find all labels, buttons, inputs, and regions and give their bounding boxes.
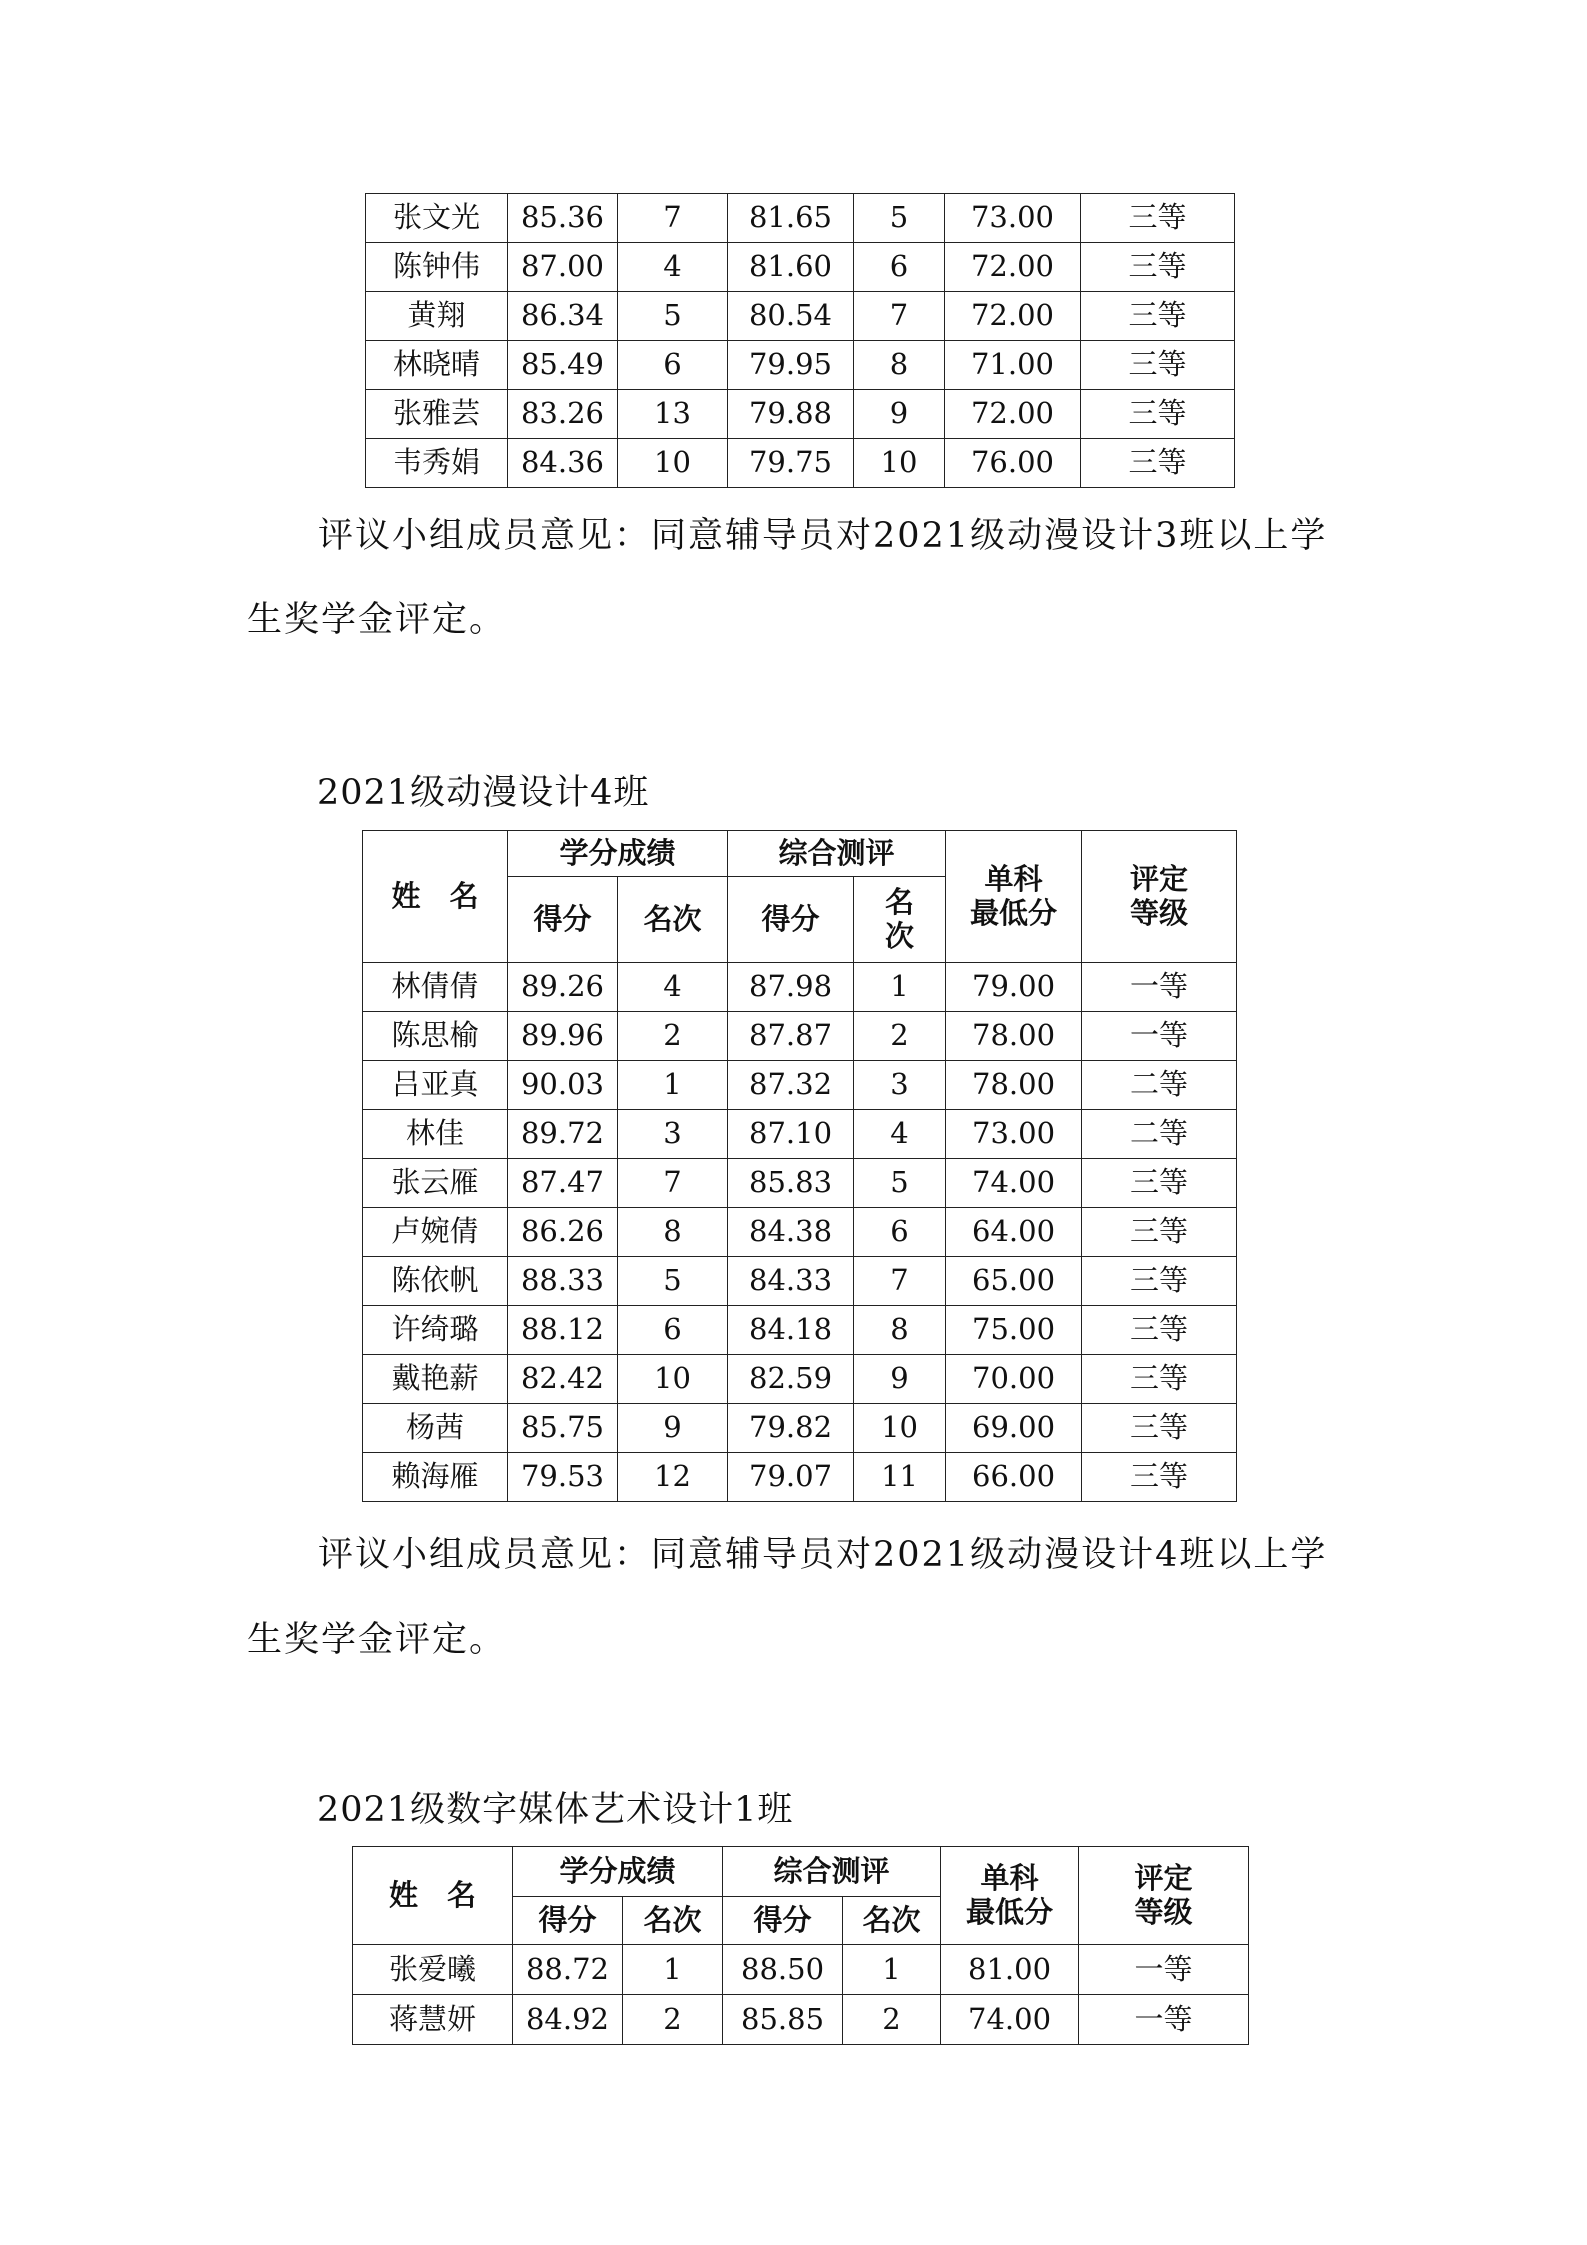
min-score-cell: 74.00: [941, 1995, 1079, 2045]
credit-rank-cell: 13: [618, 390, 728, 439]
eval-score-cell: 87.32: [728, 1061, 854, 1110]
credit-rank-cell: 2: [623, 1995, 723, 2045]
award-level-cell: 一等: [1079, 1995, 1249, 2045]
min-score-cell: 81.00: [941, 1945, 1079, 1995]
table-row: [353, 1945, 1249, 1995]
eval-rank-cell: 11: [854, 1453, 946, 1502]
award-level-cell: 三等: [1082, 1404, 1237, 1453]
award-level-cell: 三等: [1081, 194, 1235, 243]
eval-score-cell: 79.88: [728, 390, 854, 439]
dma-caption: 2021级数字媒体艺术设计1班: [317, 1790, 794, 1830]
header-credit-group: 学分成绩: [508, 831, 728, 877]
score-table-dma1: [352, 1846, 1249, 2045]
eval-score-cell: 85.85: [723, 1995, 843, 2045]
score-table-dma1-body: [353, 1945, 1249, 2045]
table-row: [366, 390, 1235, 439]
table-row: [353, 1995, 1249, 2045]
min-score-cell: 76.00: [945, 439, 1081, 488]
score-table-class4: [362, 830, 1237, 1502]
credit-rank-cell: 7: [618, 194, 728, 243]
min-score-cell: 72.00: [945, 292, 1081, 341]
opinion-class4-line2: 生奖学金评定。: [247, 1620, 507, 1660]
eval-rank-cell: 10: [854, 1404, 946, 1453]
student-name-cell: 陈思榆: [363, 1012, 508, 1061]
table-row: [363, 1404, 1237, 1453]
table-row: [366, 341, 1235, 390]
eval-score-cell: 85.83: [728, 1159, 854, 1208]
student-name-cell: 陈钟伟: [366, 243, 508, 292]
student-name-cell: 张云雁: [363, 1159, 508, 1208]
student-name-cell: 张爱曦: [353, 1945, 513, 1995]
table-row: [366, 439, 1235, 488]
credit-score-cell: 84.92: [513, 1995, 623, 2045]
student-name-cell: 许绮璐: [363, 1306, 508, 1355]
eval-rank-cell: 2: [854, 1012, 946, 1061]
credit-rank-cell: 6: [618, 341, 728, 390]
header-eval-group: 综合测评: [728, 831, 946, 877]
credit-score-cell: 89.96: [508, 1012, 618, 1061]
eval-score-cell: 79.75: [728, 439, 854, 488]
table-row: [363, 1306, 1237, 1355]
student-name-cell: 陈依帆: [363, 1257, 508, 1306]
min-score-cell: 74.00: [946, 1159, 1082, 1208]
credit-rank-cell: 6: [618, 1306, 728, 1355]
opinion-class3-line2: 生奖学金评定。: [247, 600, 507, 640]
eval-score-cell: 84.18: [728, 1306, 854, 1355]
student-name-cell: 张雅芸: [366, 390, 508, 439]
credit-score-cell: 83.26: [508, 390, 618, 439]
dma-header-rank: 名次: [623, 1897, 723, 1945]
credit-score-cell: 84.36: [508, 439, 618, 488]
min-score-cell: 72.00: [945, 390, 1081, 439]
eval-rank-cell: 8: [854, 341, 945, 390]
min-score-cell: 69.00: [946, 1404, 1082, 1453]
opinion-class4-line1: 评议小组成员意见：同意辅导员对2021级动漫设计4班以上学: [318, 1535, 1328, 1575]
credit-score-cell: 85.75: [508, 1404, 618, 1453]
eval-rank-cell: 7: [854, 1257, 946, 1306]
dma-header-eval-group: 综合测评: [723, 1847, 941, 1897]
student-name-cell: 黄翔: [366, 292, 508, 341]
header-min-score: 单科 最低分: [946, 831, 1082, 963]
eval-score-cell: 84.38: [728, 1208, 854, 1257]
eval-rank-cell: 9: [854, 390, 945, 439]
eval-rank-cell: 2: [843, 1995, 941, 2045]
credit-rank-cell: 7: [618, 1159, 728, 1208]
credit-rank-cell: 1: [623, 1945, 723, 1995]
credit-score-cell: 82.42: [508, 1355, 618, 1404]
award-level-cell: 三等: [1081, 341, 1235, 390]
header-rank: 名次: [618, 877, 728, 963]
eval-rank-cell: 6: [854, 1208, 946, 1257]
min-score-cell: 79.00: [946, 963, 1082, 1012]
header-level: 评定 等级: [1082, 831, 1237, 963]
credit-score-cell: 87.47: [508, 1159, 618, 1208]
award-level-cell: 三等: [1082, 1453, 1237, 1502]
eval-rank-cell: 1: [843, 1945, 941, 1995]
eval-rank-cell: 6: [854, 243, 945, 292]
eval-rank-cell: 9: [854, 1355, 946, 1404]
header-score: 得分: [508, 877, 618, 963]
dma-header-level: 评定 等级: [1079, 1847, 1249, 1945]
table-row: [363, 1110, 1237, 1159]
award-level-cell: 三等: [1082, 1257, 1237, 1306]
eval-score-cell: 87.10: [728, 1110, 854, 1159]
credit-rank-cell: 12: [618, 1453, 728, 1502]
credit-score-cell: 90.03: [508, 1061, 618, 1110]
eval-rank-cell: 8: [854, 1306, 946, 1355]
min-score-cell: 64.00: [946, 1208, 1082, 1257]
credit-rank-cell: 3: [618, 1110, 728, 1159]
award-level-cell: 一等: [1079, 1945, 1249, 1995]
min-score-cell: 78.00: [946, 1012, 1082, 1061]
min-score-cell: 72.00: [945, 243, 1081, 292]
min-score-cell: 75.00: [946, 1306, 1082, 1355]
header-eval-score: 得分: [728, 877, 854, 963]
table-row: [363, 1257, 1237, 1306]
credit-rank-cell: 9: [618, 1404, 728, 1453]
credit-score-cell: 88.33: [508, 1257, 618, 1306]
credit-rank-cell: 4: [618, 963, 728, 1012]
award-level-cell: 三等: [1082, 1159, 1237, 1208]
min-score-cell: 66.00: [946, 1453, 1082, 1502]
header-name: 姓 名: [363, 831, 508, 963]
student-name-cell: 蒋慧妍: [353, 1995, 513, 2045]
credit-score-cell: 86.34: [508, 292, 618, 341]
min-score-cell: 73.00: [945, 194, 1081, 243]
eval-rank-cell: 7: [854, 292, 945, 341]
min-score-cell: 70.00: [946, 1355, 1082, 1404]
credit-score-cell: 85.49: [508, 341, 618, 390]
dma-header-credit-group: 学分成绩: [513, 1847, 723, 1897]
header-eval-rank: 名 次: [854, 877, 946, 963]
credit-score-cell: 88.12: [508, 1306, 618, 1355]
dma-header-name: 姓 名: [353, 1847, 513, 1945]
eval-rank-cell: 1: [854, 963, 946, 1012]
credit-score-cell: 89.72: [508, 1110, 618, 1159]
table-row: [366, 292, 1235, 341]
class4-caption: 2021级动漫设计4班: [317, 773, 650, 813]
min-score-cell: 78.00: [946, 1061, 1082, 1110]
credit-rank-cell: 2: [618, 1012, 728, 1061]
table-row: [363, 1208, 1237, 1257]
table-row: [363, 1061, 1237, 1110]
credit-rank-cell: 5: [618, 1257, 728, 1306]
award-level-cell: 三等: [1082, 1208, 1237, 1257]
award-level-cell: 一等: [1082, 1012, 1237, 1061]
credit-score-cell: 79.53: [508, 1453, 618, 1502]
credit-score-cell: 88.72: [513, 1945, 623, 1995]
eval-score-cell: 79.07: [728, 1453, 854, 1502]
eval-score-cell: 80.54: [728, 292, 854, 341]
min-score-cell: 73.00: [946, 1110, 1082, 1159]
credit-rank-cell: 5: [618, 292, 728, 341]
table-row: [363, 1159, 1237, 1208]
student-name-cell: 卢婉倩: [363, 1208, 508, 1257]
credit-score-cell: 86.26: [508, 1208, 618, 1257]
eval-rank-cell: 3: [854, 1061, 946, 1110]
student-name-cell: 林晓晴: [366, 341, 508, 390]
dma-header-eval-score: 得分: [723, 1897, 843, 1945]
student-name-cell: 赖海雁: [363, 1453, 508, 1502]
eval-score-cell: 79.95: [728, 341, 854, 390]
credit-rank-cell: 10: [618, 439, 728, 488]
eval-score-cell: 84.33: [728, 1257, 854, 1306]
credit-score-cell: 87.00: [508, 243, 618, 292]
award-level-cell: 二等: [1082, 1061, 1237, 1110]
award-level-cell: 一等: [1082, 963, 1237, 1012]
student-name-cell: 林佳: [363, 1110, 508, 1159]
eval-score-cell: 81.60: [728, 243, 854, 292]
award-level-cell: 三等: [1082, 1355, 1237, 1404]
student-name-cell: 韦秀娟: [366, 439, 508, 488]
table-row: [366, 194, 1235, 243]
credit-rank-cell: 1: [618, 1061, 728, 1110]
score-table-class3: [365, 193, 1235, 488]
eval-rank-cell: 4: [854, 1110, 946, 1159]
credit-rank-cell: 8: [618, 1208, 728, 1257]
eval-score-cell: 87.98: [728, 963, 854, 1012]
eval-score-cell: 88.50: [723, 1945, 843, 1995]
student-name-cell: 吕亚真: [363, 1061, 508, 1110]
eval-rank-cell: 10: [854, 439, 945, 488]
student-name-cell: 张文光: [366, 194, 508, 243]
dma-header-score: 得分: [513, 1897, 623, 1945]
award-level-cell: 三等: [1081, 390, 1235, 439]
eval-score-cell: 82.59: [728, 1355, 854, 1404]
eval-score-cell: 81.65: [728, 194, 854, 243]
credit-score-cell: 89.26: [508, 963, 618, 1012]
eval-rank-cell: 5: [854, 1159, 946, 1208]
min-score-cell: 71.00: [945, 341, 1081, 390]
award-level-cell: 三等: [1081, 439, 1235, 488]
credit-rank-cell: 10: [618, 1355, 728, 1404]
eval-rank-cell: 5: [854, 194, 945, 243]
dma-header-eval-rank: 名次: [843, 1897, 941, 1945]
dma-header-min-score: 单科 最低分: [941, 1847, 1079, 1945]
table-row: [363, 1012, 1237, 1061]
opinion-class3-line1: 评议小组成员意见：同意辅导员对2021级动漫设计3班以上学: [318, 516, 1328, 556]
credit-score-cell: 85.36: [508, 194, 618, 243]
score-table-class4-body: [363, 963, 1237, 1502]
student-name-cell: 杨茜: [363, 1404, 508, 1453]
score-table-class3-body: [366, 194, 1235, 488]
credit-rank-cell: 4: [618, 243, 728, 292]
table-row: [363, 1453, 1237, 1502]
table-row: [366, 243, 1235, 292]
min-score-cell: 65.00: [946, 1257, 1082, 1306]
table-row: [363, 963, 1237, 1012]
student-name-cell: 戴艳薪: [363, 1355, 508, 1404]
award-level-cell: 三等: [1082, 1306, 1237, 1355]
student-name-cell: 林倩倩: [363, 963, 508, 1012]
table-row: [363, 1355, 1237, 1404]
eval-score-cell: 79.82: [728, 1404, 854, 1453]
award-level-cell: 二等: [1082, 1110, 1237, 1159]
award-level-cell: 三等: [1081, 292, 1235, 341]
eval-score-cell: 87.87: [728, 1012, 854, 1061]
award-level-cell: 三等: [1081, 243, 1235, 292]
